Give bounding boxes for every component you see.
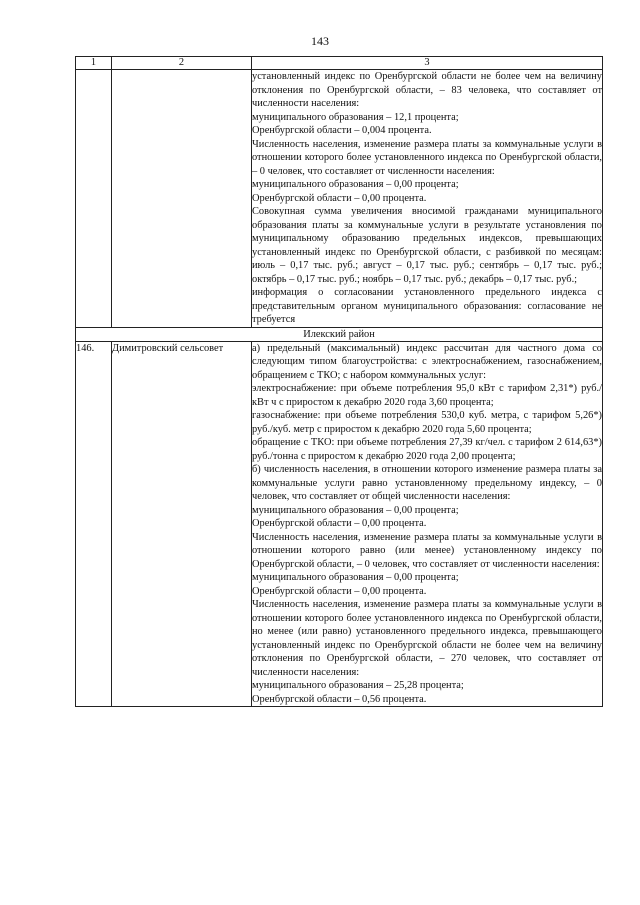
row-number: 146. (76, 341, 112, 707)
paragraph: Оренбургской области – 0,00 процента. (252, 585, 427, 597)
row-content-cell (252, 341, 603, 707)
page-number: 143 (311, 34, 329, 48)
region-row (76, 327, 603, 341)
indices-table (75, 56, 603, 707)
paragraph: информация о согласовании установленного предельного индекса с представительным органом муниципального образования: согласование не требуется (252, 287, 602, 325)
paragraph: Численность населения, изменение размера платы за коммунальные услуги в отношении которого более установленного индекса по Оренбургской области, но менее (или равно) установленного предельного индекса, превышающего установленный индекс по Оренбургской области не более чем на величину отклонения по Оренбургской области, – 270 человек, что составляет от численности населения: (252, 599, 602, 678)
paragraph: Оренбургской области – 0,00 процента. (252, 518, 427, 529)
paragraph: Численность населения, изменение размера платы за коммунальные услуги в отношении которого равно (или менее) установленному индексу по Оренбургской области, – 0 человек, что составляет от численности населения: (252, 531, 602, 570)
paragraph: Совокупная сумма увеличения вносимой гражданами муниципального образования платы за коммунальные услуги в результате установления по муниципальному образованию предельных индексов, превышающих установленный индекс по Оренбургской области, с разбивкой по месяцам: июль – 0,17 тыс. руб.; август – 0,17 тыс. руб.; сентябрь – 0,17 тыс. руб.; октябрь – 0,17 тыс. руб.; ноябрь – 0,17 тыс. руб.; декабрь – 0,17 тыс. руб.; (252, 206, 602, 285)
table-header-row (76, 57, 603, 70)
paragraph: муниципального образования – 0,00 процента; (252, 504, 459, 516)
table-row-146 (76, 341, 603, 707)
row-number-cell (76, 70, 112, 328)
row-name-cell (112, 70, 252, 328)
paragraph: обращение с ТКО: при объеме потребления 27,39 кг/чел. с тарифом 2 614,63*) руб./тонна с приростом к декабрю 2020 года 2,00 процента; (252, 437, 602, 462)
paragraph: Численность населения, изменение размера платы за коммунальные услуги в отношении которого более установленного индекса по Оренбургской области, – 0 человек, что составляет от численности населения: (252, 138, 602, 177)
table-row-continued (76, 70, 603, 328)
municipality-name: Димитровский сельсовет (112, 341, 252, 707)
paragraph: Оренбургской области – 0,56 процента. (252, 693, 427, 705)
paragraph: муниципального образования – 0,00 процента; (252, 179, 459, 190)
paragraph: электроснабжение: при объеме потребления 95,0 кВт с тарифом 2,31*) руб./кВт ч с приростом к декабрю 2020 года 3,60 процента; (252, 383, 602, 408)
paragraph: муниципального образования – 25,28 процента; (252, 680, 464, 691)
column-header-2: 2 (112, 57, 252, 70)
paragraph: Оренбургской области – 0,00 процента. (252, 192, 427, 204)
row-content-cell (252, 70, 603, 328)
column-header-1: 1 (76, 57, 112, 70)
paragraph: газоснабжение: при объеме потребления 530,0 куб. метра, с тарифом 5,26*) руб./куб. метр с приростом к декабрю 2020 года 5,60 процента; (252, 410, 602, 435)
region-title: Илекский район (76, 327, 603, 341)
paragraph: Оренбургской области – 0,004 процента. (252, 125, 432, 136)
paragraph: муниципального образования – 0,00 процента; (252, 572, 459, 583)
paragraph: б) численность населения, в отношении которого изменение размера платы за коммунальные услуги равно установленному предельному индексу, – 0 человек, что составляет от общей численности населения: (252, 464, 602, 502)
paragraph: муниципального образования – 12,1 процента; (252, 111, 459, 123)
column-header-3: 3 (252, 57, 603, 70)
paragraph: установленный индекс по Оренбургской области не более чем на величину отклонения по Оренбургской области, – 83 человека, что составляет от численности населения: (252, 71, 602, 109)
paragraph: а) предельный (максимальный) индекс рассчитан для частного дома со следующим типом благоустройства: с электроснабжением, газоснабжением, обращением с ТКО; с набором коммунальных услуг: (252, 342, 602, 381)
